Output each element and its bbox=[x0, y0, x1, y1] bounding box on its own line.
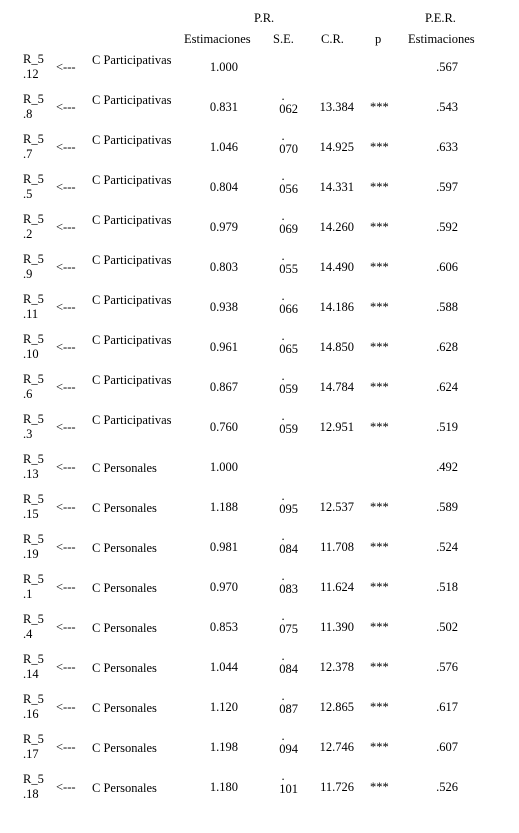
arrow-label: <--- bbox=[56, 100, 76, 114]
cr-value: 14.490 bbox=[319, 260, 354, 274]
standardized-estimate-value: .543 bbox=[436, 100, 458, 114]
variable-name: R_5 .3 bbox=[23, 412, 44, 441]
cr-value: 13.384 bbox=[319, 100, 354, 114]
se-digits: 095 bbox=[279, 502, 298, 516]
arrow-label: <--- bbox=[56, 260, 76, 274]
standardized-estimate-value: .633 bbox=[436, 140, 458, 154]
cr-value: 14.850 bbox=[319, 340, 354, 354]
se-value bbox=[268, 409, 298, 436]
se-decimal-point: . bbox=[281, 489, 285, 503]
se-decimal-point: . bbox=[281, 649, 285, 663]
se-decimal-point: . bbox=[281, 249, 285, 263]
estimate-value: 1.044 bbox=[209, 660, 238, 674]
standardized-estimate-value: .526 bbox=[436, 780, 458, 794]
standardized-estimate-value: .519 bbox=[436, 420, 458, 434]
se-digits: 084 bbox=[279, 542, 298, 556]
se-decimal-point: . bbox=[281, 369, 285, 383]
arrow-label: <--- bbox=[56, 740, 76, 754]
variable-name: R_5 .16 bbox=[23, 692, 44, 721]
se-digits: 075 bbox=[279, 622, 298, 636]
cr-value: 14.784 bbox=[319, 380, 354, 394]
estimate-value: 1.000 bbox=[209, 60, 238, 74]
p-value: *** bbox=[370, 180, 389, 194]
standardized-estimate-value: .606 bbox=[436, 260, 458, 274]
variable-name: R_5 .1 bbox=[23, 572, 44, 601]
se-value bbox=[268, 209, 298, 236]
cr-value: 12.865 bbox=[319, 700, 354, 714]
estimate-value: 1.120 bbox=[209, 700, 238, 714]
estimate-value: 0.804 bbox=[209, 180, 238, 194]
header-cr: C.R. bbox=[321, 32, 344, 46]
header-se: S.E. bbox=[273, 32, 294, 46]
cr-value: 12.378 bbox=[319, 660, 354, 674]
se-decimal-point: . bbox=[281, 209, 285, 223]
arrow-label: <--- bbox=[56, 580, 76, 594]
standardized-estimate-value: .597 bbox=[436, 180, 458, 194]
variable-name: R_5 .11 bbox=[23, 292, 44, 321]
p-value: *** bbox=[370, 380, 389, 394]
se-value bbox=[268, 89, 298, 116]
se-value bbox=[268, 169, 298, 196]
table-row bbox=[0, 450, 519, 490]
variable-name: R_5 .9 bbox=[23, 252, 44, 281]
standardized-estimate-value: .518 bbox=[436, 580, 458, 594]
variable-name: R_5 .12 bbox=[23, 52, 44, 81]
table-row bbox=[0, 770, 519, 810]
se-decimal-point: . bbox=[281, 129, 285, 143]
se-value bbox=[268, 609, 298, 636]
table-row bbox=[0, 210, 519, 250]
arrow-label: <--- bbox=[56, 500, 76, 514]
se-decimal-point: . bbox=[281, 89, 285, 103]
table-row bbox=[0, 650, 519, 690]
p-value: *** bbox=[370, 740, 389, 754]
header-per-estimaciones: Estimaciones bbox=[408, 32, 475, 46]
se-digits: 070 bbox=[279, 142, 298, 156]
se-value bbox=[268, 729, 298, 756]
se-decimal-point: . bbox=[281, 609, 285, 623]
se-decimal-point: . bbox=[281, 409, 285, 423]
arrow-label: <--- bbox=[56, 460, 76, 474]
estimate-value: 0.803 bbox=[209, 260, 238, 274]
p-value: *** bbox=[370, 300, 389, 314]
p-value: *** bbox=[370, 140, 389, 154]
estimate-value: 1.198 bbox=[209, 740, 238, 754]
se-decimal-point: . bbox=[281, 689, 285, 703]
arrow-label: <--- bbox=[56, 620, 76, 634]
factor-name: C Personales bbox=[92, 661, 157, 675]
standardized-estimate-value: .524 bbox=[436, 540, 458, 554]
variable-name: R_5 .15 bbox=[23, 492, 44, 521]
se-digits: 101 bbox=[279, 782, 298, 796]
factor-name: C Participativas bbox=[92, 413, 172, 427]
factor-name: C Participativas bbox=[92, 53, 172, 67]
p-value: *** bbox=[370, 500, 389, 514]
estimate-value: 0.938 bbox=[209, 300, 238, 314]
arrow-label: <--- bbox=[56, 540, 76, 554]
standardized-estimate-value: .628 bbox=[436, 340, 458, 354]
cr-value: 12.537 bbox=[319, 500, 354, 514]
factor-name: C Participativas bbox=[92, 293, 172, 307]
table-row bbox=[0, 130, 519, 170]
cr-value: 12.746 bbox=[319, 740, 354, 754]
standardized-estimate-value: .607 bbox=[436, 740, 458, 754]
table-row bbox=[0, 50, 519, 90]
cr-value: 12.951 bbox=[319, 420, 354, 434]
arrow-label: <--- bbox=[56, 780, 76, 794]
standardized-estimate-value: .576 bbox=[436, 660, 458, 674]
estimate-value: 0.831 bbox=[209, 100, 238, 114]
standardized-estimate-value: .588 bbox=[436, 300, 458, 314]
arrow-label: <--- bbox=[56, 660, 76, 674]
standardized-estimate-value: .617 bbox=[436, 700, 458, 714]
arrow-label: <--- bbox=[56, 420, 76, 434]
arrow-label: <--- bbox=[56, 60, 76, 74]
standardized-estimate-value: .492 bbox=[436, 460, 458, 474]
cr-value: 14.186 bbox=[319, 300, 354, 314]
factor-name: C Personales bbox=[92, 781, 157, 795]
variable-name: R_5 .2 bbox=[23, 212, 44, 241]
se-value bbox=[268, 689, 298, 716]
se-value bbox=[268, 369, 298, 396]
cr-value: 11.726 bbox=[320, 780, 354, 794]
p-value: *** bbox=[370, 540, 389, 554]
se-value bbox=[268, 452, 298, 462]
variable-name: R_5 .10 bbox=[23, 332, 44, 361]
p-value: *** bbox=[370, 580, 389, 594]
estimate-value: 0.970 bbox=[209, 580, 238, 594]
arrow-label: <--- bbox=[56, 380, 76, 394]
factor-name: C Personales bbox=[92, 581, 157, 595]
se-value bbox=[268, 569, 298, 596]
variable-name: R_5 .4 bbox=[23, 612, 44, 641]
table-row bbox=[0, 490, 519, 530]
factor-name: C Personales bbox=[92, 701, 157, 715]
cr-value: 11.624 bbox=[320, 580, 354, 594]
table-row bbox=[0, 610, 519, 650]
se-digits: 066 bbox=[279, 302, 298, 316]
arrow-label: <--- bbox=[56, 340, 76, 354]
se-digits: 083 bbox=[279, 582, 298, 596]
se-digits: 069 bbox=[279, 222, 298, 236]
header-estimaciones: Estimaciones bbox=[184, 32, 251, 46]
se-value bbox=[268, 52, 298, 62]
arrow-label: <--- bbox=[56, 700, 76, 714]
se-decimal-point: . bbox=[281, 529, 285, 543]
estimate-value: 0.979 bbox=[209, 220, 238, 234]
variable-name: R_5 .5 bbox=[23, 172, 44, 201]
p-value: *** bbox=[370, 700, 389, 714]
se-decimal-point: . bbox=[281, 769, 285, 783]
estimate-value: 0.853 bbox=[209, 620, 238, 634]
cr-value: 14.331 bbox=[319, 180, 354, 194]
se-decimal-point: . bbox=[281, 169, 285, 183]
variable-name: R_5 .19 bbox=[23, 532, 44, 561]
variable-name: R_5 .18 bbox=[23, 772, 44, 801]
header-per: P.E.R. bbox=[425, 11, 456, 25]
estimate-value: 1.180 bbox=[209, 780, 238, 794]
se-digits: 056 bbox=[279, 182, 298, 196]
variable-name: R_5 .8 bbox=[23, 92, 44, 121]
se-value bbox=[268, 129, 298, 156]
se-value bbox=[268, 769, 298, 796]
factor-name: C Participativas bbox=[92, 213, 172, 227]
se-digits: 059 bbox=[279, 422, 298, 436]
table-row bbox=[0, 90, 519, 130]
variable-name: R_5 .17 bbox=[23, 732, 44, 761]
table-row bbox=[0, 690, 519, 730]
se-digits: 065 bbox=[279, 342, 298, 356]
table-row bbox=[0, 330, 519, 370]
se-value bbox=[268, 489, 298, 516]
p-value: *** bbox=[370, 100, 389, 114]
table-row bbox=[0, 530, 519, 570]
se-digits: 055 bbox=[279, 262, 298, 276]
se-decimal-point: . bbox=[281, 569, 285, 583]
estimate-value: 0.961 bbox=[209, 340, 238, 354]
p-value: *** bbox=[370, 340, 389, 354]
p-value: *** bbox=[370, 620, 389, 634]
se-decimal-point: . bbox=[281, 289, 285, 303]
factor-name: C Participativas bbox=[92, 333, 172, 347]
se-digits: 087 bbox=[279, 702, 298, 716]
table-row bbox=[0, 250, 519, 290]
se-digits: 059 bbox=[279, 382, 298, 396]
table-row bbox=[0, 410, 519, 450]
factor-name: C Personales bbox=[92, 541, 157, 555]
estimate-value: 0.981 bbox=[209, 540, 238, 554]
p-value: *** bbox=[370, 220, 389, 234]
arrow-label: <--- bbox=[56, 140, 76, 154]
cr-value: 14.925 bbox=[319, 140, 354, 154]
arrow-label: <--- bbox=[56, 180, 76, 194]
se-decimal-point: . bbox=[281, 329, 285, 343]
cr-value: 14.260 bbox=[319, 220, 354, 234]
factor-name: C Participativas bbox=[92, 373, 172, 387]
cr-value: 11.390 bbox=[320, 620, 354, 634]
header-pr: P.R. bbox=[254, 11, 275, 25]
variable-name: R_5 .7 bbox=[23, 132, 44, 161]
table-row bbox=[0, 170, 519, 210]
factor-name: C Personales bbox=[92, 501, 157, 515]
estimate-value: 1.046 bbox=[209, 140, 238, 154]
p-value: *** bbox=[370, 420, 389, 434]
cr-value: 11.708 bbox=[320, 540, 354, 554]
estimate-value: 1.000 bbox=[209, 460, 238, 474]
se-decimal-point bbox=[268, 52, 298, 60]
factor-name: C Participativas bbox=[92, 253, 172, 267]
factor-name: C Participativas bbox=[92, 133, 172, 147]
se-value bbox=[268, 329, 298, 356]
estimate-value: 0.867 bbox=[209, 380, 238, 394]
estimate-value: 0.760 bbox=[209, 420, 238, 434]
standardized-estimate-value: .567 bbox=[436, 60, 458, 74]
factor-name: C Participativas bbox=[92, 93, 172, 107]
se-digits: 062 bbox=[279, 102, 298, 116]
standardized-estimate-value: .589 bbox=[436, 500, 458, 514]
se-value bbox=[268, 249, 298, 276]
standardized-estimate-value: .624 bbox=[436, 380, 458, 394]
se-decimal-point: . bbox=[281, 729, 285, 743]
header-p: p bbox=[375, 32, 382, 46]
se-digits: 084 bbox=[279, 662, 298, 676]
se-value bbox=[268, 529, 298, 556]
variable-name: R_5 .6 bbox=[23, 372, 44, 401]
factor-name: C Personales bbox=[92, 621, 157, 635]
factor-name: C Personales bbox=[92, 741, 157, 755]
variable-name: R_5 .14 bbox=[23, 652, 44, 681]
se-digits: 094 bbox=[279, 742, 298, 756]
arrow-label: <--- bbox=[56, 220, 76, 234]
estimate-value: 1.188 bbox=[209, 500, 238, 514]
p-value: *** bbox=[370, 780, 389, 794]
table-row bbox=[0, 290, 519, 330]
variable-name: R_5 .13 bbox=[23, 452, 44, 481]
se-value bbox=[268, 649, 298, 676]
p-value: *** bbox=[370, 660, 389, 674]
standardized-estimate-value: .502 bbox=[436, 620, 458, 634]
arrow-label: <--- bbox=[56, 300, 76, 314]
standardized-estimate-value: .592 bbox=[436, 220, 458, 234]
factor-name: C Personales bbox=[92, 461, 157, 475]
p-value: *** bbox=[370, 260, 389, 274]
table-row bbox=[0, 570, 519, 610]
factor-name: C Participativas bbox=[92, 173, 172, 187]
table-row bbox=[0, 370, 519, 410]
table-row bbox=[0, 730, 519, 770]
se-value bbox=[268, 289, 298, 316]
se-decimal-point bbox=[268, 452, 298, 460]
